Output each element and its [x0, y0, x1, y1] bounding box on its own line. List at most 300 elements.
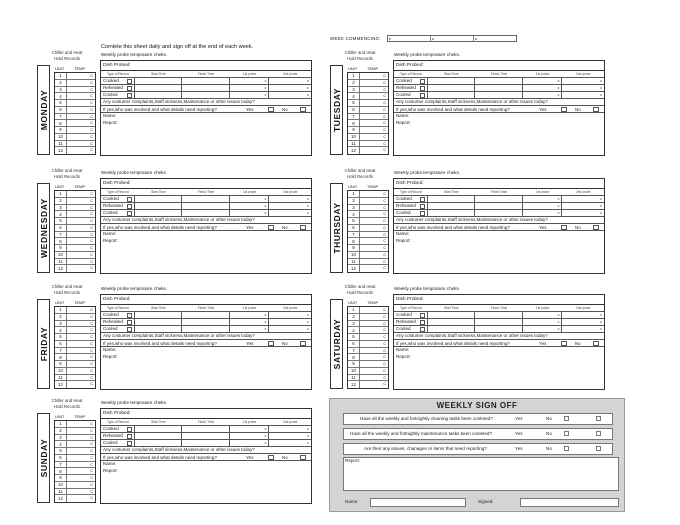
checkbox[interactable] — [127, 427, 132, 432]
unit-header: UNIT — [55, 414, 65, 419]
checkbox[interactable] — [300, 107, 306, 112]
unit-row — [55, 141, 95, 148]
temp-cell[interactable]: C — [66, 341, 95, 347]
checkbox[interactable] — [127, 441, 132, 446]
start-time-cell[interactable] — [135, 92, 183, 98]
finish-time-cell[interactable] — [182, 426, 230, 432]
temp-cell[interactable]: C — [359, 307, 388, 313]
finish-time-cell[interactable] — [182, 319, 230, 325]
report-field[interactable]: Report: — [396, 238, 411, 243]
temp-cell[interactable]: C — [66, 421, 95, 427]
temp-cell[interactable]: C — [66, 141, 95, 147]
week-commencing-field[interactable] — [387, 35, 517, 42]
unit-number: 6 — [59, 455, 62, 461]
start-time-cell[interactable] — [135, 85, 183, 91]
temp-cell[interactable]: C — [66, 205, 95, 211]
second-probe-cell[interactable]: c — [307, 211, 309, 215]
record-row — [394, 318, 604, 325]
unit-number: 8 — [59, 354, 62, 360]
temp-cell[interactable]: C — [66, 334, 95, 340]
unit-number: 8 — [59, 120, 62, 126]
checkbox[interactable] — [127, 86, 132, 91]
finish-time-cell[interactable] — [182, 92, 230, 98]
start-time-cell[interactable] — [428, 92, 476, 98]
temp-cell[interactable]: C — [66, 100, 95, 106]
second-probe-cell[interactable]: c — [307, 327, 309, 331]
temp-cell[interactable]: C — [359, 73, 388, 79]
start-time-cell[interactable] — [428, 196, 476, 202]
yes-label: Yes — [246, 340, 254, 346]
checkbox[interactable] — [420, 211, 425, 216]
finish-time-cell[interactable] — [475, 326, 523, 332]
name-field[interactable]: Name: — [101, 346, 311, 353]
checkbox[interactable] — [593, 225, 599, 230]
record-header: Type of Record Start Time Finish Time 1st probe 2nd probe — [107, 72, 298, 76]
temp-cell[interactable]: C — [359, 80, 388, 86]
checkbox[interactable] — [420, 313, 425, 318]
second-probe-cell[interactable]: c — [600, 79, 602, 83]
unit-row — [55, 321, 95, 328]
temp-cell[interactable]: C — [66, 87, 95, 93]
start-time-cell[interactable] — [135, 440, 183, 446]
temp-cell[interactable]: C — [66, 468, 95, 474]
temp-cell[interactable]: C — [66, 428, 95, 434]
second-probe-cell[interactable]: c — [600, 204, 602, 208]
second-probe-cell[interactable]: c — [600, 197, 602, 201]
temp-cell[interactable]: C — [359, 314, 388, 320]
details-row: If yes,who was involved and what details need reporting? Yes No — [101, 223, 311, 230]
unit-row — [348, 321, 388, 328]
temp-cell[interactable]: C — [66, 198, 95, 204]
finish-time-cell[interactable] — [475, 92, 523, 98]
temp-cell[interactable]: C — [359, 120, 388, 126]
temp-cell[interactable]: C — [66, 495, 95, 502]
report-field[interactable]: Report: — [396, 354, 411, 359]
second-probe-cell[interactable]: c — [600, 313, 602, 317]
checkbox[interactable] — [420, 204, 425, 209]
first-probe-cell[interactable]: c — [230, 196, 270, 202]
temp-cell[interactable]: C — [66, 354, 95, 360]
finish-time-cell[interactable] — [182, 203, 230, 209]
no-label: No — [282, 224, 288, 230]
temp-cell[interactable]: C — [359, 127, 388, 133]
unit-row — [55, 462, 95, 469]
temp-cell[interactable]: C — [359, 252, 388, 258]
temp-header: TEMP — [74, 66, 86, 71]
temp-cell[interactable]: C — [359, 93, 388, 99]
report-field[interactable]: Report: — [103, 354, 118, 359]
start-time-cell[interactable] — [135, 312, 183, 318]
name-field[interactable]: Name: — [394, 112, 604, 119]
temp-cell[interactable]: C — [359, 327, 388, 333]
sign-off-report-box[interactable] — [343, 457, 619, 491]
finish-time-cell[interactable] — [182, 210, 230, 216]
checkbox[interactable] — [420, 79, 425, 84]
second-probe-cell[interactable]: c — [600, 327, 602, 331]
temp-cell[interactable]: C — [359, 321, 388, 327]
temp-cell[interactable]: C — [66, 314, 95, 320]
temp-cell[interactable]: C — [66, 321, 95, 327]
temp-cell[interactable]: C — [66, 307, 95, 313]
unit-row — [348, 354, 388, 361]
temp-cell[interactable]: C — [359, 191, 388, 197]
unit-row — [348, 198, 388, 205]
week-cell[interactable]: b — [388, 36, 431, 41]
second-probe-cell[interactable]: c — [307, 313, 309, 317]
checkbox[interactable] — [127, 204, 132, 209]
unit-row — [55, 100, 95, 107]
temp-cell[interactable]: C — [66, 448, 95, 454]
first-probe-cell[interactable]: c — [523, 319, 563, 325]
temp-cell[interactable]: C — [359, 114, 388, 120]
unit-temp-table — [54, 190, 96, 273]
start-time-cell[interactable] — [428, 203, 476, 209]
finish-time-cell[interactable] — [182, 78, 230, 84]
week-cell[interactable]: a — [474, 37, 477, 41]
start-time-cell[interactable] — [135, 326, 183, 332]
checkbox[interactable] — [561, 225, 567, 230]
temp-cell[interactable]: C — [359, 100, 388, 106]
temp-cell[interactable]: C — [359, 354, 388, 360]
checkbox[interactable] — [420, 197, 425, 202]
start-time-cell[interactable] — [135, 433, 183, 439]
temp-cell[interactable]: C — [359, 225, 388, 231]
temp-cell[interactable]: C — [66, 134, 95, 140]
finish-time-cell[interactable] — [475, 203, 523, 209]
checkbox[interactable] — [561, 341, 567, 346]
record-row — [101, 425, 311, 432]
finish-time-cell[interactable] — [182, 85, 230, 91]
temp-cell[interactable]: C — [359, 134, 388, 140]
start-time-cell[interactable] — [135, 203, 183, 209]
temp-cell[interactable]: C — [359, 198, 388, 204]
temp-cell[interactable]: C — [359, 232, 388, 238]
record-row — [394, 311, 604, 318]
second-probe-cell[interactable]: c — [307, 86, 309, 90]
first-probe-cell[interactable]: c — [230, 426, 270, 432]
temp-cell[interactable]: C — [359, 375, 388, 381]
finish-time-cell[interactable] — [475, 312, 523, 318]
finish-time-cell[interactable] — [475, 78, 523, 84]
first-probe-cell[interactable]: c — [523, 92, 563, 98]
unit-number: 1 — [59, 73, 62, 79]
day-block — [37, 50, 329, 160]
temp-cell[interactable]: C — [66, 381, 95, 388]
temp-cell[interactable]: C — [359, 87, 388, 93]
checkbox[interactable] — [420, 93, 425, 98]
unit-number: 3 — [59, 434, 62, 440]
temp-cell[interactable]: C — [359, 245, 388, 251]
checkbox[interactable] — [593, 107, 599, 112]
temp-cell[interactable]: C — [359, 368, 388, 374]
first-probe-cell[interactable]: c — [230, 312, 270, 318]
temp-cell[interactable]: C — [359, 348, 388, 354]
unit-number: 9 — [59, 361, 62, 367]
report-field[interactable]: Report: — [103, 120, 118, 125]
temp-cell[interactable]: C — [66, 252, 95, 258]
unit-number: 10 — [58, 134, 63, 140]
first-probe-cell[interactable]: c — [230, 440, 270, 446]
unit-row — [348, 80, 388, 87]
dish-probed-field[interactable]: Dish Probed: — [101, 179, 311, 189]
unit-number: 3 — [59, 204, 62, 210]
temp-cell[interactable]: C — [66, 265, 95, 272]
temp-cell[interactable]: C — [359, 341, 388, 347]
second-probe-cell[interactable]: c — [600, 211, 602, 215]
temp-cell[interactable]: C — [66, 462, 95, 468]
unit-row — [55, 120, 95, 127]
first-probe-cell[interactable]: c — [230, 433, 270, 439]
checkbox[interactable] — [596, 431, 601, 436]
start-time-cell[interactable] — [428, 326, 476, 332]
checkbox[interactable] — [596, 416, 601, 421]
finish-time-cell[interactable] — [182, 326, 230, 332]
second-probe-cell[interactable]: c — [307, 204, 309, 208]
second-probe-cell[interactable]: c — [600, 320, 602, 324]
checkbox[interactable] — [127, 79, 132, 84]
finish-time-cell[interactable] — [182, 196, 230, 202]
temp-cell[interactable]: C — [66, 238, 95, 244]
second-probe-cell[interactable]: c — [307, 93, 309, 97]
temp-cell[interactable]: C — [359, 211, 388, 217]
checkbox[interactable] — [300, 341, 306, 346]
checkbox[interactable] — [127, 320, 132, 325]
probe-record-panel — [100, 294, 312, 390]
temp-cell[interactable]: C — [66, 361, 95, 367]
temp-cell[interactable]: C — [66, 482, 95, 488]
second-probe-cell[interactable]: c — [307, 441, 309, 445]
temp-cell[interactable]: C — [66, 348, 95, 354]
dish-probed-field[interactable]: Dish Probed: — [101, 295, 311, 305]
name-field[interactable]: Name: — [394, 230, 604, 237]
record-type: Reheated — [101, 433, 135, 439]
name-field[interactable]: Name: — [101, 460, 311, 467]
temp-cell[interactable]: C — [359, 334, 388, 340]
temp-cell[interactable]: C — [66, 489, 95, 495]
temp-cell[interactable]: C — [359, 147, 388, 154]
temp-cell[interactable]: C — [66, 368, 95, 374]
unit-number: 1 — [59, 191, 62, 197]
checkbox[interactable] — [561, 107, 567, 112]
first-probe-cell[interactable]: c — [230, 78, 270, 84]
start-time-cell[interactable] — [428, 312, 476, 318]
temp-cell[interactable]: C — [66, 191, 95, 197]
unit-number: 12 — [58, 148, 63, 154]
start-time-cell[interactable] — [428, 78, 476, 84]
first-probe-cell[interactable]: c — [230, 203, 270, 209]
start-time-cell[interactable] — [135, 196, 183, 202]
signed-field[interactable] — [520, 498, 619, 507]
week-cell[interactable]: a — [431, 36, 474, 41]
checkbox[interactable] — [564, 431, 569, 436]
temp-cell[interactable]: C — [66, 107, 95, 113]
unit-row — [55, 441, 95, 448]
first-probe-cell[interactable]: c — [230, 210, 270, 216]
temp-cell[interactable]: C — [66, 93, 95, 99]
unit-row — [55, 87, 95, 94]
record-row — [394, 91, 604, 98]
first-probe-cell[interactable]: c — [523, 210, 563, 216]
checkbox[interactable] — [420, 86, 425, 91]
dish-probed-field[interactable]: Dish Probed: — [101, 409, 311, 419]
start-time-cell[interactable] — [428, 85, 476, 91]
temp-cell[interactable]: C — [359, 107, 388, 113]
unit-number: 4 — [352, 211, 355, 217]
dish-probed-field[interactable]: Dish Probed: — [394, 295, 604, 305]
record-row — [394, 202, 604, 209]
second-probe-cell[interactable]: c — [307, 320, 309, 324]
finish-time-cell[interactable] — [182, 433, 230, 439]
temp-cell[interactable]: C — [66, 475, 95, 481]
checkbox[interactable] — [127, 197, 132, 202]
unit-row — [348, 218, 388, 225]
checkbox[interactable] — [593, 341, 599, 346]
name-field[interactable] — [370, 498, 466, 507]
temp-cell[interactable]: C — [359, 259, 388, 265]
unit-row — [55, 455, 95, 462]
checkbox[interactable] — [268, 341, 274, 346]
start-time-cell[interactable] — [428, 319, 476, 325]
second-probe-cell[interactable]: c — [307, 79, 309, 83]
checkbox[interactable] — [420, 320, 425, 325]
name-field[interactable]: Name: — [394, 346, 604, 353]
record-row — [101, 439, 311, 446]
first-probe-cell[interactable]: c — [523, 78, 563, 84]
unit-number: 9 — [352, 245, 355, 251]
temp-cell[interactable]: C — [66, 455, 95, 461]
finish-time-cell[interactable] — [475, 85, 523, 91]
temp-cell[interactable]: C — [359, 218, 388, 224]
checkbox[interactable] — [300, 225, 306, 230]
weekly-sign-off — [329, 398, 625, 512]
finish-time-cell[interactable] — [475, 319, 523, 325]
record-type: Cooled — [101, 210, 135, 216]
first-probe-cell[interactable]: c — [230, 92, 270, 98]
temp-cell[interactable]: C — [66, 80, 95, 86]
checkbox[interactable] — [268, 455, 274, 460]
record-row — [101, 432, 311, 439]
checkbox[interactable] — [127, 211, 132, 216]
temp-cell[interactable]: C — [66, 232, 95, 238]
unit-number: 2 — [59, 80, 62, 86]
checkbox[interactable] — [127, 434, 132, 439]
start-time-cell[interactable] — [135, 210, 183, 216]
checkbox[interactable] — [300, 455, 306, 460]
day-block — [37, 284, 329, 394]
temp-cell[interactable]: C — [66, 218, 95, 224]
temp-cell[interactable]: C — [66, 225, 95, 231]
start-time-cell[interactable] — [428, 210, 476, 216]
temp-cell[interactable]: C — [66, 147, 95, 154]
unit-number: 2 — [352, 80, 355, 86]
report-field[interactable]: Report: — [103, 238, 118, 243]
temp-cell[interactable]: C — [66, 73, 95, 79]
unit-temp-table — [347, 190, 389, 273]
first-probe-cell[interactable]: c — [523, 196, 563, 202]
record-header: Type of Record Start Time Finish Time 1st probe 2nd probe — [400, 306, 591, 310]
temp-cell[interactable]: C — [359, 238, 388, 244]
second-probe-cell[interactable]: c — [307, 434, 309, 438]
first-probe-cell[interactable]: c — [230, 326, 270, 332]
unit-row — [55, 114, 95, 121]
second-probe-cell[interactable]: c — [307, 427, 309, 431]
temp-cell[interactable]: C — [359, 361, 388, 367]
second-probe-cell[interactable]: c — [600, 86, 602, 90]
temp-cell[interactable]: C — [359, 381, 388, 388]
checkbox[interactable] — [564, 416, 569, 421]
day-name: SUNDAY — [38, 438, 49, 478]
temp-cell[interactable]: C — [66, 441, 95, 447]
checkbox[interactable] — [420, 327, 425, 332]
first-probe-cell[interactable]: c — [230, 319, 270, 325]
name-field[interactable]: Name: — [101, 112, 311, 119]
unit-number: 11 — [58, 374, 63, 380]
second-probe-cell[interactable]: c — [600, 93, 602, 97]
checkbox[interactable] — [127, 313, 132, 318]
temp-cell[interactable]: C — [66, 375, 95, 381]
unit-number: 2 — [59, 198, 62, 204]
first-probe-cell[interactable]: c — [230, 85, 270, 91]
temp-cell[interactable]: C — [66, 245, 95, 251]
report-field[interactable]: Report: — [396, 120, 411, 125]
temp-cell[interactable]: C — [66, 127, 95, 133]
checkbox[interactable] — [127, 327, 132, 332]
checkbox[interactable] — [596, 446, 601, 451]
unit-number: 5 — [59, 334, 62, 340]
finish-time-cell[interactable] — [182, 440, 230, 446]
name-field[interactable]: Name: — [101, 230, 311, 237]
checkbox[interactable] — [268, 225, 274, 230]
temp-header: TEMP — [74, 300, 86, 305]
checkbox[interactable] — [564, 446, 569, 451]
issues-question: Any costumer complaints,Staff sickness,Maintenance or other issues today? — [101, 216, 311, 223]
temp-cell[interactable]: C — [66, 435, 95, 441]
checkbox[interactable] — [127, 93, 132, 98]
dish-probed-field[interactable]: Dish Probed: — [101, 61, 311, 71]
report-field[interactable]: Report: — [103, 468, 118, 473]
temp-cell[interactable]: C — [359, 141, 388, 147]
temp-cell[interactable]: C — [359, 265, 388, 272]
start-time-cell[interactable] — [135, 319, 183, 325]
start-time-cell[interactable] — [135, 426, 183, 432]
unit-number: 12 — [351, 382, 356, 388]
first-probe-cell[interactable]: c — [523, 203, 563, 209]
temp-cell[interactable]: C — [66, 259, 95, 265]
record-type: Cooled — [394, 326, 428, 332]
unit-row — [348, 368, 388, 375]
finish-time-cell[interactable] — [475, 210, 523, 216]
temp-cell[interactable]: C — [359, 205, 388, 211]
dish-probed-field[interactable]: Dish Probed: — [394, 179, 604, 189]
temp-cell[interactable]: C — [66, 120, 95, 126]
unit-number: 2 — [352, 314, 355, 320]
temp-cell[interactable]: C — [66, 211, 95, 217]
start-time-cell[interactable] — [135, 78, 183, 84]
chiller-heading: Chiller and Heat Hold Records — [51, 50, 83, 61]
second-probe-cell[interactable]: c — [307, 197, 309, 201]
first-probe-cell[interactable]: c — [523, 312, 563, 318]
first-probe-cell[interactable]: c — [523, 85, 563, 91]
unit-row — [55, 147, 95, 154]
no-label: No — [546, 446, 552, 451]
first-probe-cell[interactable]: c — [523, 326, 563, 332]
finish-time-cell[interactable] — [182, 312, 230, 318]
checkbox[interactable] — [268, 107, 274, 112]
dish-probed-field[interactable]: Dish Probed: — [394, 61, 604, 71]
temp-cell[interactable]: C — [66, 114, 95, 120]
temp-cell[interactable]: C — [66, 327, 95, 333]
finish-time-cell[interactable] — [475, 196, 523, 202]
